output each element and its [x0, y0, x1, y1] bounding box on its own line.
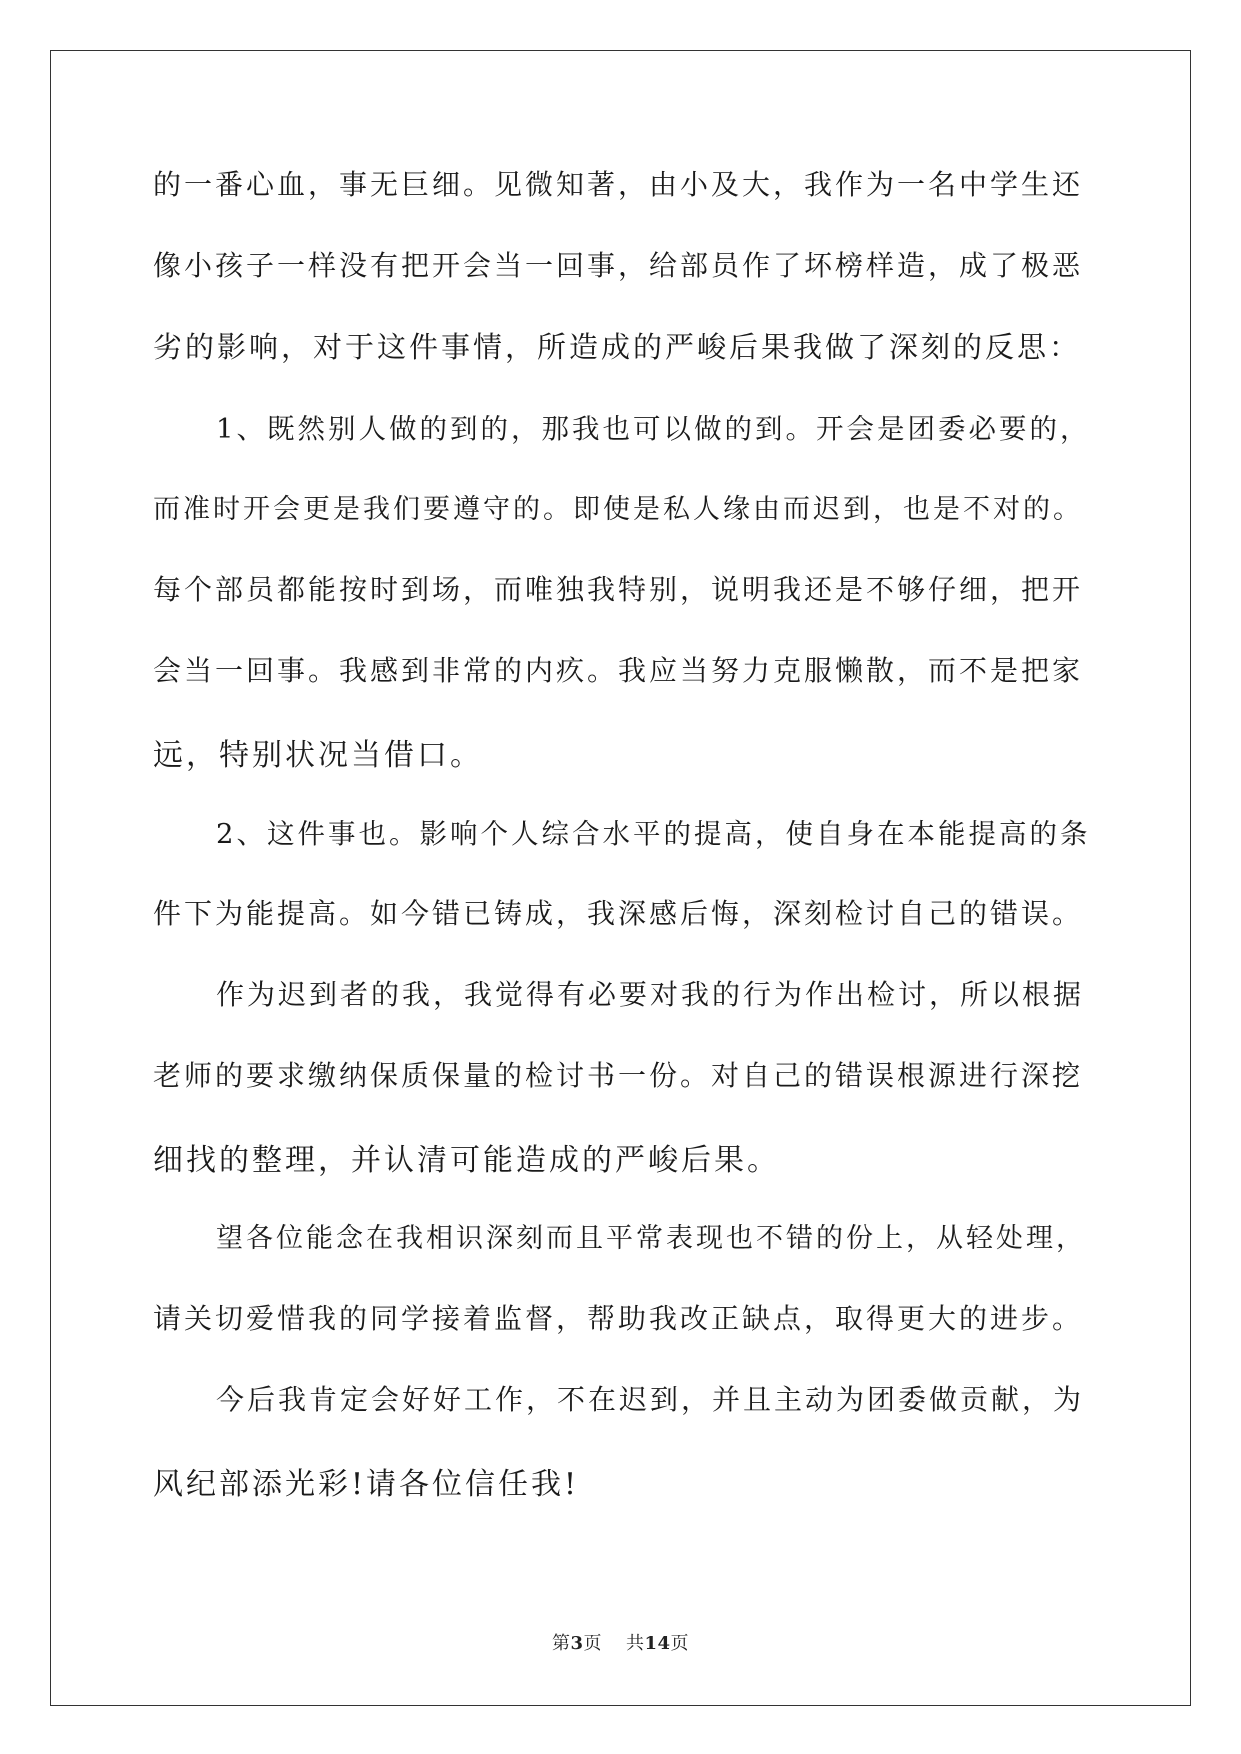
document-body: [153, 163, 1093, 1540]
text-line: 1、既然别人做的到的，那我也可以做的到。开会是团委必要的，: [216, 413, 1091, 445]
page-footer: [0, 1629, 1241, 1655]
text-line: 风纪部添光彩!请各位信任我!: [153, 1467, 580, 1502]
total-suffix: 页: [670, 1633, 690, 1654]
page-current: 3: [570, 1633, 584, 1654]
text-line: 远，特别状况当借口。: [153, 738, 483, 773]
text-line: 细找的整理，并认清可能造成的严峻后果。: [153, 1143, 780, 1178]
text-line: 劣的影响，对于这件事情，所造成的严峻后果我做了深刻的反思：: [153, 330, 1082, 364]
text-line: 作为迟到者的我，我觉得有必要对我的行为作出检讨，所以根据: [216, 978, 1085, 1011]
text-line: 件下为能提高。如今错已铸成，我深感后悔，深刻检讨自己的错误。: [153, 897, 1084, 930]
text-line: 今后我肯定会好好工作，不在迟到，并且主动为团委做贡献，为: [216, 1383, 1085, 1416]
page-total: 14: [644, 1633, 671, 1654]
text-line: 会当一回事。我感到非常的内疚。我应当努力克服懒散，而不是把家: [153, 654, 1084, 687]
page-suffix: 页: [583, 1633, 602, 1654]
page-prefix: 第: [551, 1633, 571, 1654]
text-line: 每个部员都能按时到场，而唯独我特别，说明我还是不够仔细，把开: [153, 573, 1084, 606]
total-prefix: 共: [625, 1633, 645, 1654]
text-line: 的一番心血，事无巨细。见微知著，由小及大，我作为一名中学生还: [153, 168, 1084, 201]
text-line: 而准时开会更是我们要遵守的。即使是私人缘由而迟到，也是不对的。: [153, 494, 1083, 525]
text-line: 老师的要求缴纳保质保量的检讨书一份。对自己的错误根源进行深挖: [153, 1059, 1084, 1092]
text-line: 像小孩子一样没有把开会当一回事，给部员作了坏榜样造，成了极恶: [153, 249, 1084, 282]
text-line: 2、这件事也。影响个人综合水平的提高，使自身在本能提高的条: [216, 818, 1091, 850]
text-line: 请关切爱惜我的同学接着监督，帮助我改正缺点，取得更大的进步。: [153, 1302, 1084, 1335]
text-line: 望各位能念在我相识深刻而且平常表现也不错的份上，从轻处理，: [216, 1223, 1086, 1254]
